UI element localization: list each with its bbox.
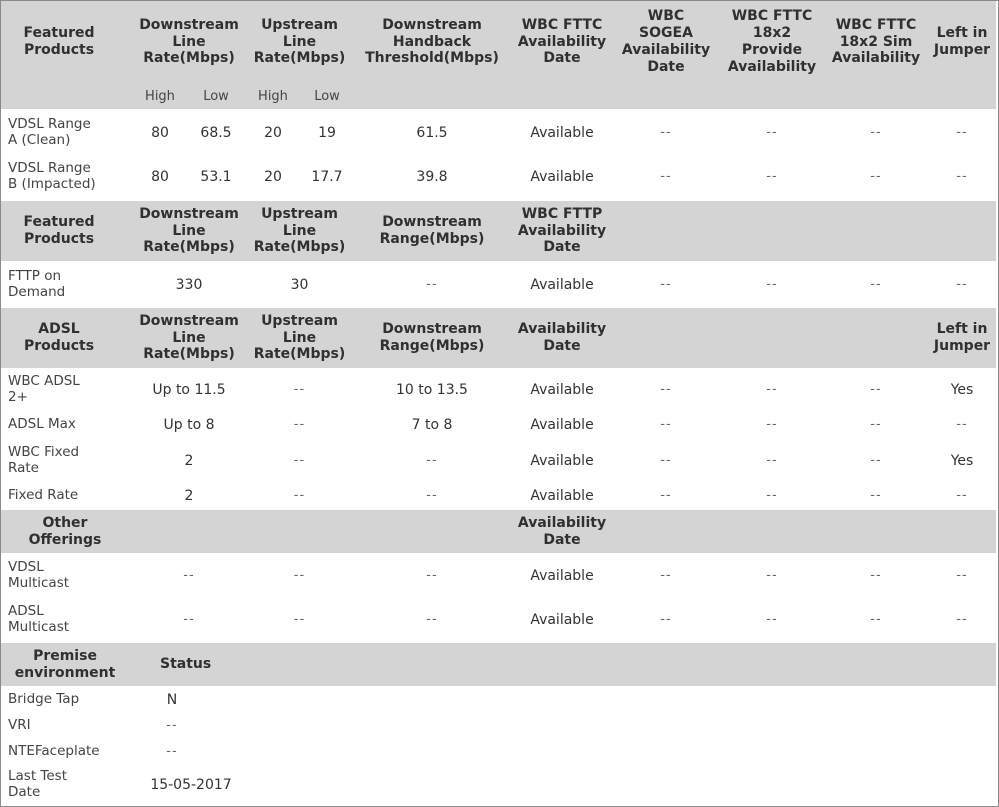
col6-value: -- — [660, 453, 672, 469]
header-other-offerings: Other Offerings — [28, 514, 102, 548]
sim-value: -- — [870, 169, 882, 185]
header-downstream-range: Downstream Range(Mbps) — [379, 321, 485, 354]
product-fixed-rate: Fixed Rate — [8, 487, 79, 504]
provide-value: -- — [766, 169, 778, 185]
header-fttc-18x2-sim: WBC FTTC 18x2 Sim Availability — [831, 16, 921, 67]
header-left-in-jumper: Left in Jumper — [933, 25, 991, 58]
header-upstream-line-rate: Upstream Line Rate(Mbps) — [253, 16, 346, 67]
premise-vri: VRI — [8, 717, 31, 734]
downstream-value: Up to 11.5 — [152, 381, 226, 398]
availability-value: Available — [530, 276, 594, 293]
col7-value: -- — [766, 382, 778, 398]
header-adsl-products: ADSL Products — [23, 321, 95, 354]
col8-value: -- — [870, 453, 882, 469]
sim-value: -- — [870, 125, 882, 141]
header-wbc-sogea-availability: WBC SOGEA Availability Date — [621, 8, 711, 75]
subheader-downstream-high: High — [145, 89, 175, 105]
header-wbc-fttp-availability: WBC FTTP Availability Date — [517, 205, 607, 256]
sogea-value: -- — [660, 169, 672, 185]
us-low-value: 17.7 — [311, 168, 343, 185]
availability-value: Available — [530, 487, 594, 504]
range-value: -- — [426, 488, 438, 504]
col7-value: -- — [766, 568, 778, 584]
ds-high-value: 80 — [151, 168, 169, 185]
product-wbc-fixed-rate: WBC Fixed Rate — [8, 444, 80, 476]
premise-nte-faceplate: NTEFaceplate — [8, 743, 100, 760]
jumper-value: -- — [956, 488, 968, 504]
us-low-value: 19 — [318, 124, 336, 141]
range-value: -- — [426, 453, 438, 469]
upstream-value: -- — [293, 568, 306, 584]
jumper-value: -- — [956, 125, 968, 141]
nte-faceplate-status: -- — [166, 744, 178, 760]
col6-value: -- — [660, 612, 672, 628]
header-upstream-line-rate: Upstream Line Rate(Mbps) — [253, 205, 346, 256]
us-high-value: 20 — [264, 168, 282, 185]
product-wbc-adsl2plus: WBC ADSL 2+ — [8, 373, 80, 405]
availability-value: Available — [530, 416, 594, 433]
downstream-value: -- — [183, 612, 195, 628]
availability-value: Available — [530, 567, 594, 584]
header-status: Status — [160, 656, 212, 673]
downstream-value: -- — [183, 568, 195, 584]
availability-value: Available — [530, 452, 594, 469]
product-vdsl-multicast: VDSL Multicast — [8, 559, 70, 591]
col7-value: -- — [766, 612, 778, 628]
subheader-downstream-low: Low — [203, 89, 229, 105]
col8-value: -- — [870, 382, 882, 398]
premise-last-test-date: Last Test Date — [8, 768, 67, 800]
subheader-upstream-low: Low — [314, 89, 340, 105]
col6-value: -- — [660, 488, 672, 504]
downstream-value: 2 — [184, 487, 194, 504]
handback-value: 39.8 — [416, 168, 448, 185]
jumper-value: Yes — [950, 381, 974, 398]
vri-status: -- — [166, 718, 178, 734]
range-value: -- — [426, 277, 438, 293]
sogea-value: -- — [660, 125, 672, 141]
product-adsl-max: ADSL Max — [8, 416, 76, 433]
col8-value: -- — [870, 417, 882, 433]
col8-value: -- — [870, 612, 882, 628]
product-vdsl-range-a: VDSL Range A (Clean) — [8, 116, 91, 148]
col7-value: -- — [766, 453, 778, 469]
col8-value: -- — [870, 488, 882, 504]
col8-value: -- — [870, 277, 882, 293]
col6-value: -- — [660, 417, 672, 433]
header-upstream-line-rate: Upstream Line Rate(Mbps) — [253, 312, 346, 363]
upstream-value: -- — [293, 488, 306, 504]
upstream-value: 30 — [290, 276, 309, 293]
premise-bridge-tap: Bridge Tap — [8, 691, 80, 708]
header-availability-date: Availability Date — [517, 321, 607, 354]
col7-value: -- — [766, 277, 778, 293]
ds-low-value: 68.5 — [200, 124, 232, 141]
header-availability-date: Availability Date — [517, 514, 607, 548]
last-test-date-value: 15-05-2017 — [150, 776, 232, 793]
fttc-availability-value: Available — [530, 168, 594, 185]
header-handback-threshold: Downstream Handback Threshold(Mbps) — [365, 16, 499, 67]
col6-value: -- — [660, 277, 672, 293]
product-fttp-on-demand: FTTP on Demand — [8, 268, 66, 300]
header-featured-products: Featured Products — [23, 25, 95, 58]
col9-value: -- — [956, 568, 968, 584]
header-fttc-18x2-provide: WBC FTTC 18x2 Provide Availability — [727, 8, 817, 75]
col7-value: -- — [766, 417, 778, 433]
downstream-value: 2 — [184, 452, 194, 469]
jumper-value: -- — [956, 169, 968, 185]
range-value: -- — [426, 568, 438, 584]
upstream-value: -- — [293, 612, 306, 628]
us-high-value: 20 — [264, 124, 282, 141]
ds-high-value: 80 — [151, 124, 169, 141]
bridge-tap-status: N — [166, 691, 178, 708]
downstream-value: Up to 8 — [163, 416, 215, 433]
range-value: 7 to 8 — [411, 416, 453, 433]
header-downstream-line-rate: Downstream Line Rate(Mbps) — [139, 312, 239, 363]
ds-low-value: 53.1 — [200, 168, 232, 185]
col6-value: -- — [660, 568, 672, 584]
provide-value: -- — [766, 125, 778, 141]
header-left-in-jumper: Left in Jumper — [933, 321, 991, 354]
header-featured-products: Featured Products — [23, 214, 95, 247]
col7-value: -- — [766, 488, 778, 504]
header-downstream-line-rate: Downstream Line Rate(Mbps) — [139, 16, 239, 67]
upstream-value: -- — [293, 453, 306, 469]
jumper-value: -- — [956, 417, 968, 433]
fttc-availability-value: Available — [530, 124, 594, 141]
upstream-value: -- — [293, 417, 306, 433]
col6-value: -- — [660, 382, 672, 398]
product-adsl-multicast: ADSL Multicast — [8, 603, 70, 635]
handback-value: 61.5 — [416, 124, 448, 141]
range-value: -- — [426, 612, 438, 628]
col8-value: -- — [870, 568, 882, 584]
product-vdsl-range-b: VDSL Range B (Impacted) — [8, 160, 96, 192]
upstream-value: -- — [293, 382, 306, 398]
col9-value: -- — [956, 612, 968, 628]
downstream-value: 330 — [175, 276, 203, 293]
header-downstream-range: Downstream Range(Mbps) — [379, 214, 485, 247]
header-downstream-line-rate: Downstream Line Rate(Mbps) — [139, 205, 239, 256]
jumper-value: Yes — [950, 452, 974, 469]
header-wbc-fttc-availability: WBC FTTC Availability Date — [517, 16, 607, 67]
other-header-band — [1, 510, 996, 553]
subheader-upstream-high: High — [258, 89, 288, 105]
availability-value: Available — [530, 611, 594, 628]
availability-value: Available — [530, 381, 594, 398]
col9-value: -- — [956, 277, 968, 293]
range-value: 10 to 13.5 — [396, 381, 468, 398]
header-premise-environment: Premise environment — [14, 647, 116, 681]
